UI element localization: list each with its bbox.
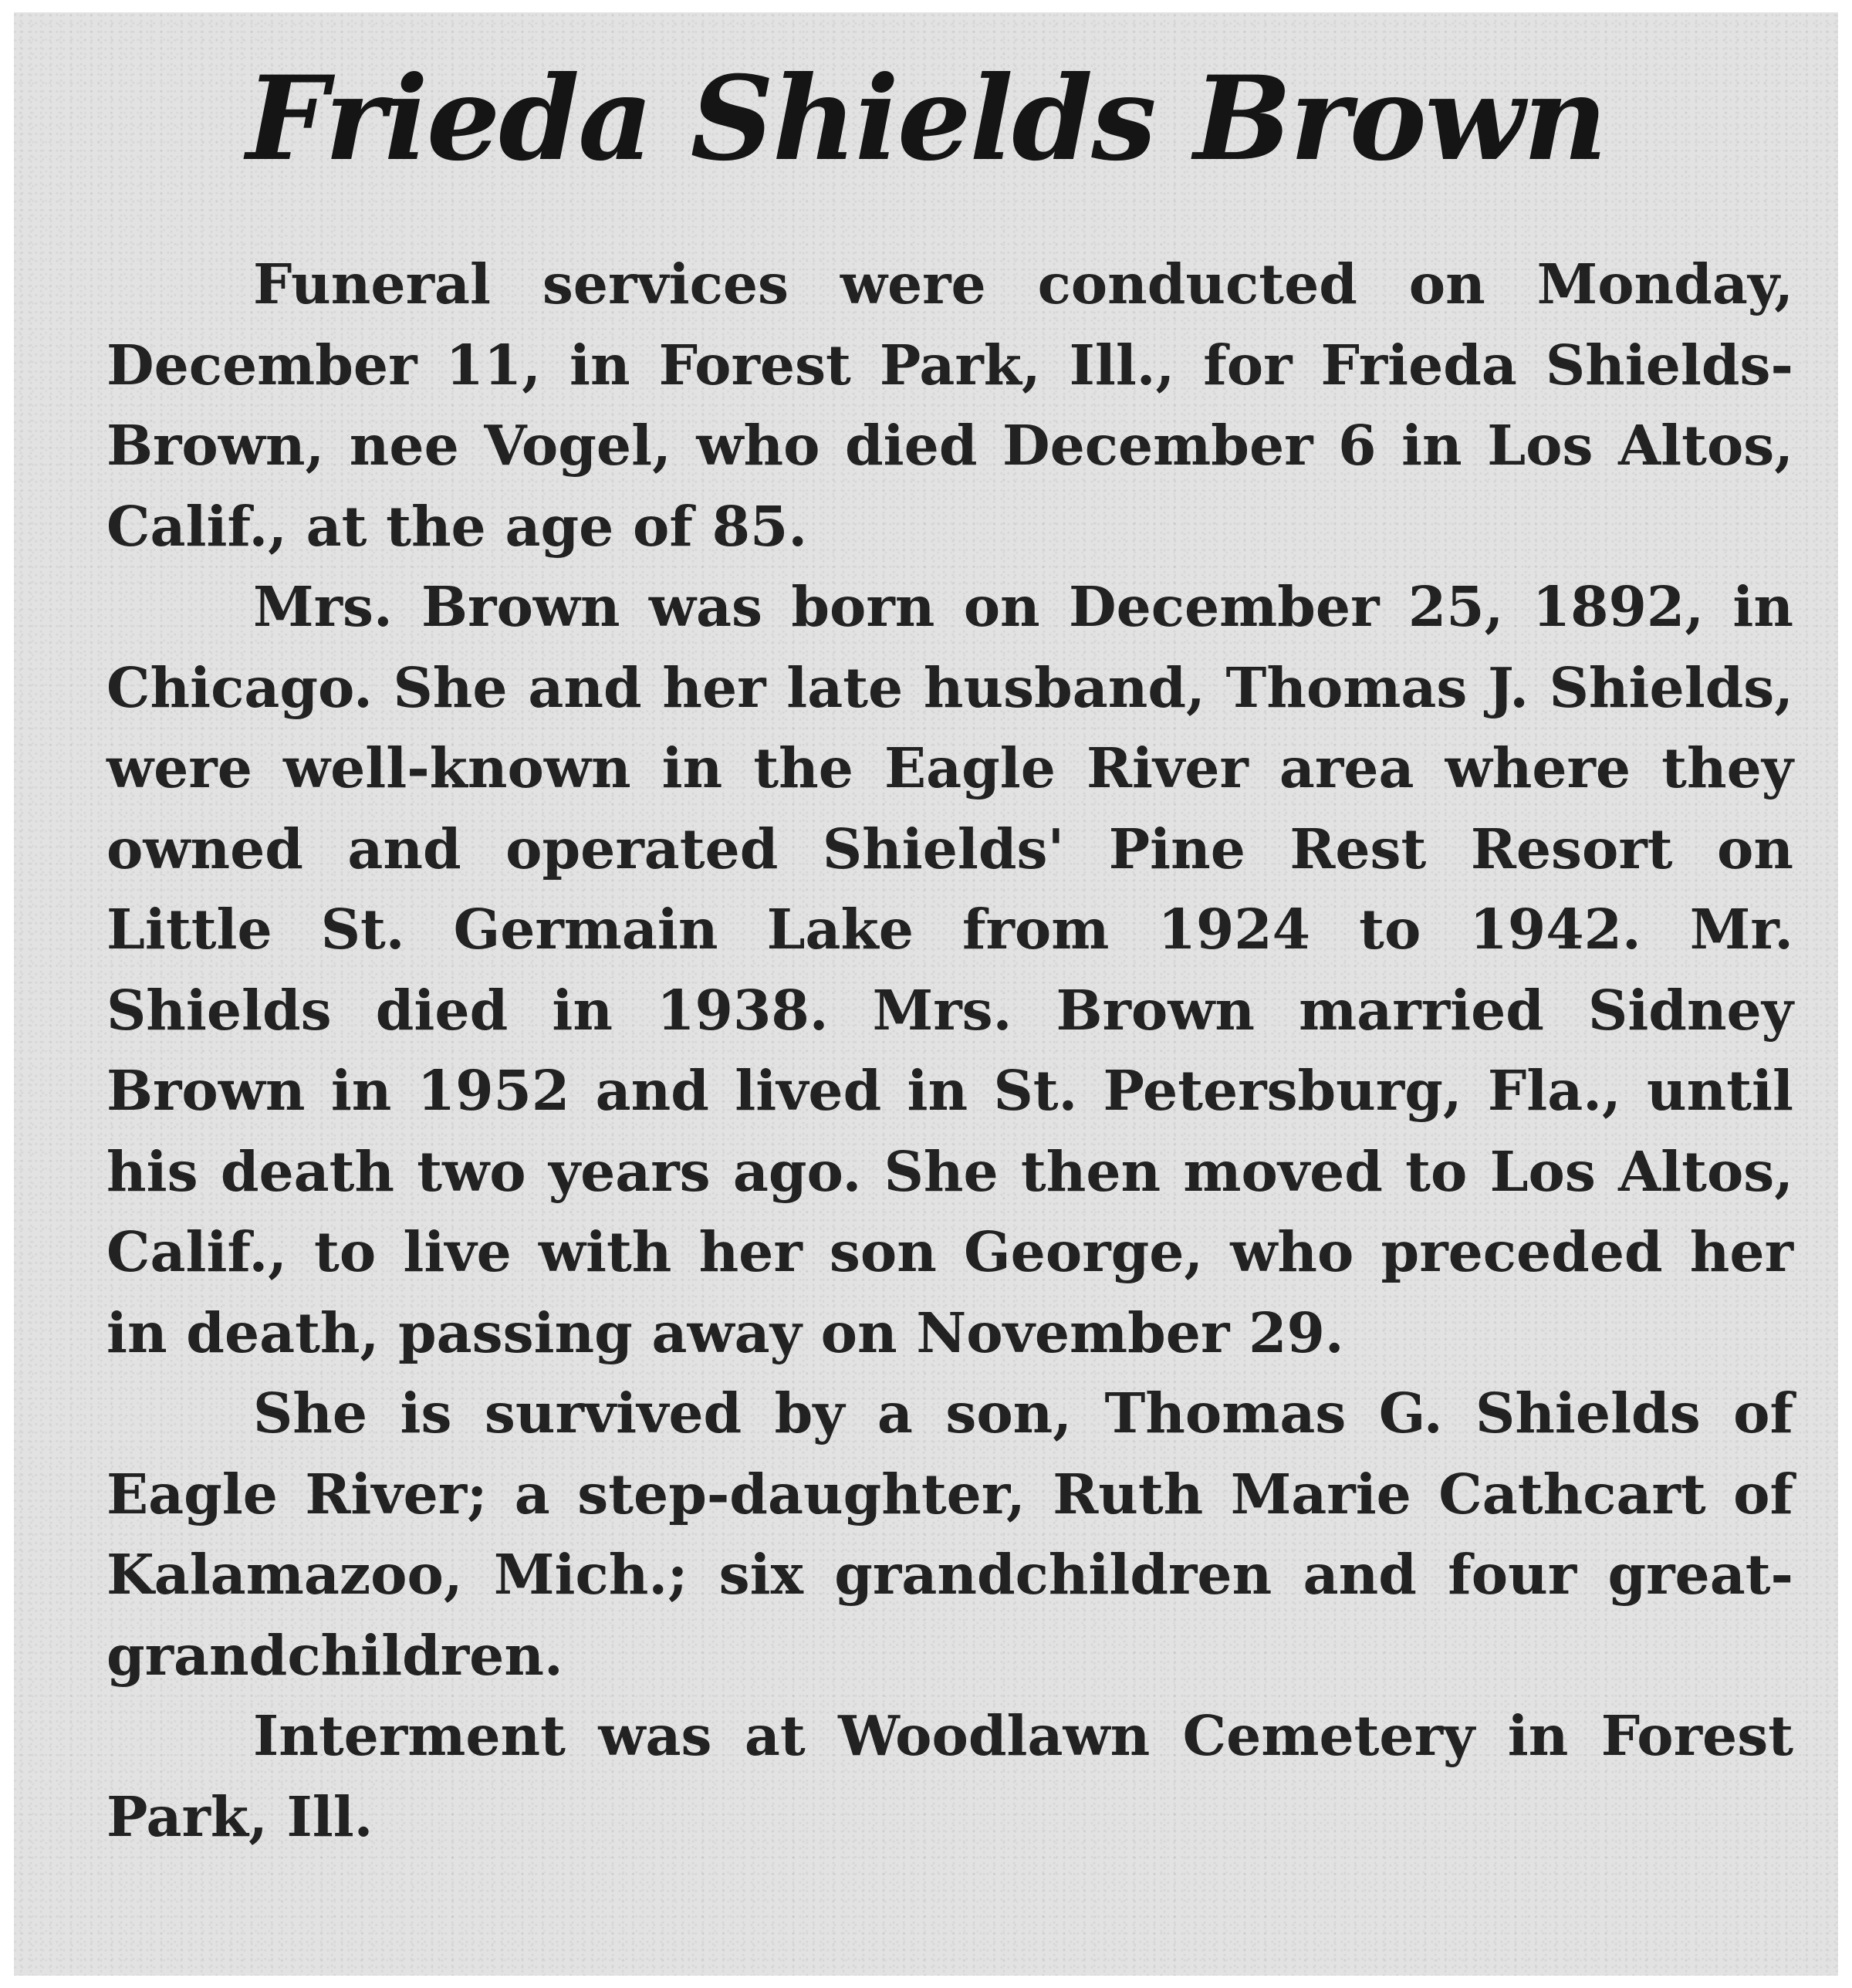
article-body <box>106 244 1793 1857</box>
headline: Frieda Shields Brown <box>246 51 1606 187</box>
obituary-clipping <box>14 12 1838 1976</box>
paragraph-funeral: Funeral services were conducted on Monday, December 11, in Forest Park, Ill., for Frieda Shields-Brown, nee Vogel, who died December 6 in Los Altos, Calif., at the age of 85. <box>106 252 1793 559</box>
paragraph-biography: Mrs. Brown was born on December 25, 1892, in Chicago. She and her late husband, Thomas J. Shields, were well-known in the Eagle River area where they owned and operated Shields' Pine Rest Resort on Little St. Germain Lake from 1924 to 1942. Mr. Shields died in 1938. Mrs. Brown married Sidney Brown in 1952 and lived in St. Petersburg, Fla., until his death two years ago. She then moved to Los Altos, Calif., to live with her son George, who preceded her in death, passing away on November 29. <box>106 574 1793 1365</box>
paragraph-survivors: She is survived by a son, Thomas G. Shields of Eagle River; a step-daughter, Ruth Marie Cathcart of Kalamazoo, Mich.; six grandchildren and four great-grandchildren. <box>106 1381 1793 1688</box>
paragraph-interment: Interment was at Woodlawn Cemetery in Forest Park, Ill. <box>106 1703 1793 1849</box>
